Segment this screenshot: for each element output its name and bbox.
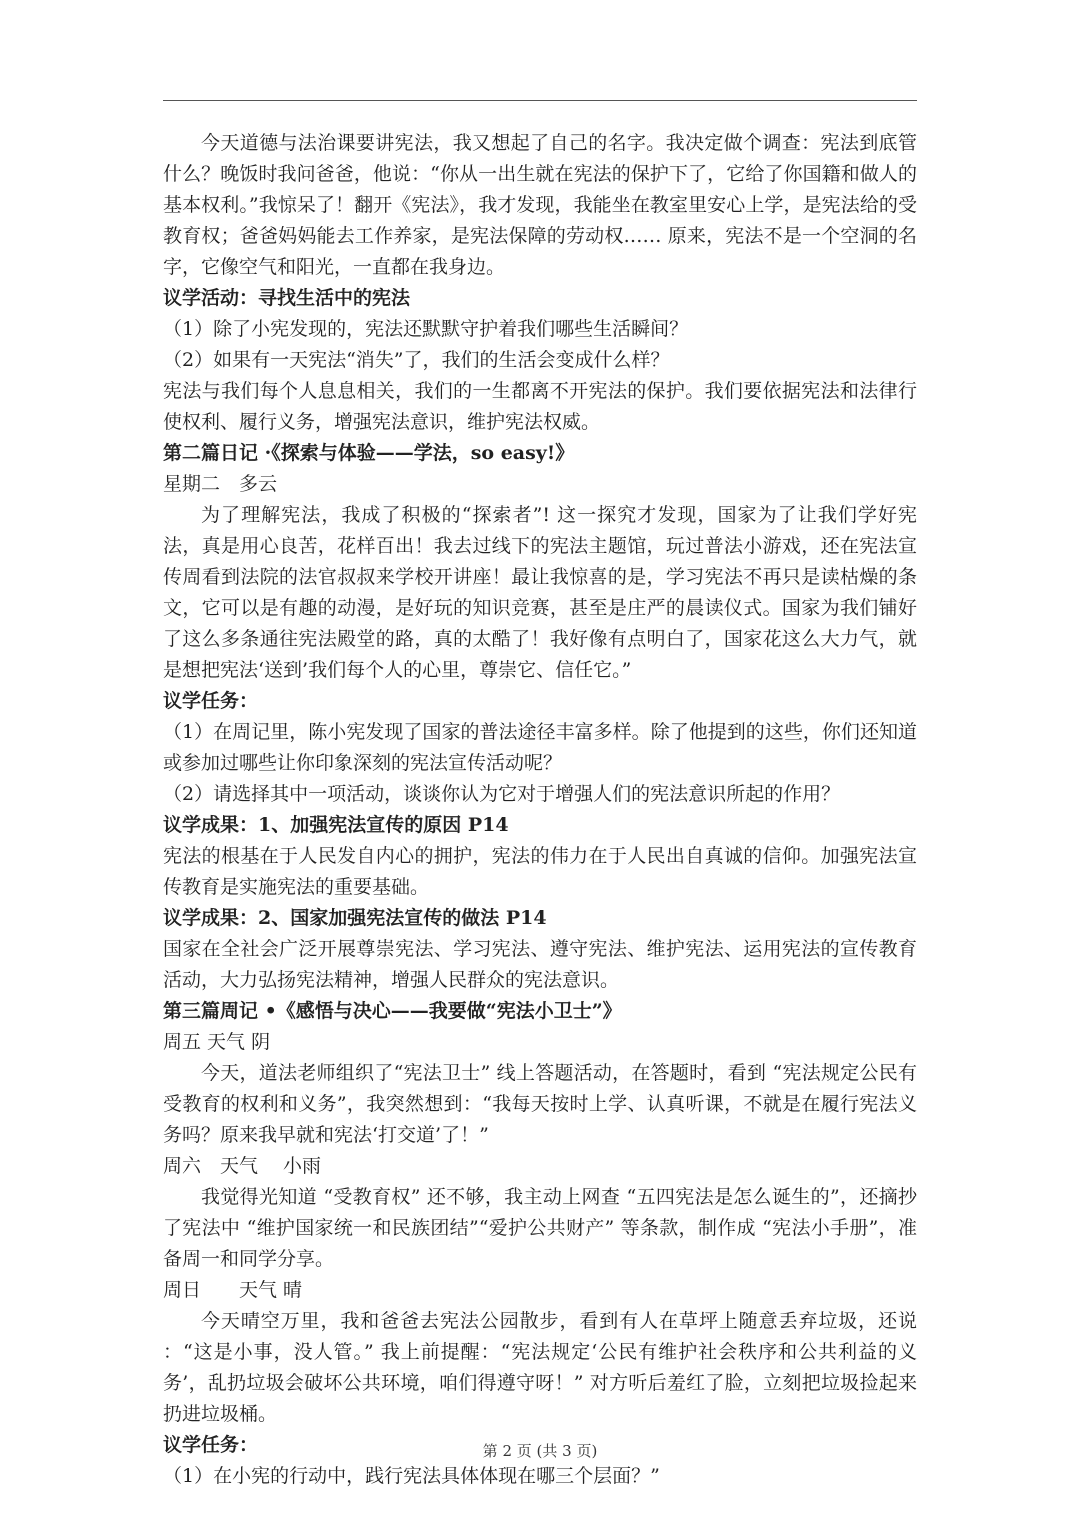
diary-date-line: 周六 天气 小雨 bbox=[163, 1155, 322, 1177]
result-paragraph-reason: 宪法的根基在于人民发自内心的拥护，宪法的伟力在于人民出自真诚的信仰。加强宪法宣传教育是实施宪法的重要基础。 bbox=[163, 845, 917, 898]
conclusion-paragraph: 宪法与我们每个人息息相关，我们的一生都离不开宪法的保护。我们要依据宪法和法律行使权利、履行义务，增强宪法意识，维护宪法权威。 bbox=[163, 380, 917, 433]
activity-heading: 议学活动：寻找生活中的宪法 bbox=[163, 287, 411, 309]
diary-paragraph-constitution-name: 今天道德与法治课要讲宪法，我又想起了自己的名字。我决定做个调查：宪法到底管什么？晚饭时我问爸爸，他说：“你从一出生就在宪法的保护下了，它给了你国籍和做人的基本权利。”我惊呆了！翻开《宪法》，我才发现，我能坐在教室里安心上学，是宪法给的受教育权；爸爸妈妈能去工作养家，是宪法保障的劳动权…… 原来，宪法不是一个空洞的名字，它像空气和阳光，一直都在我身边。 bbox=[163, 132, 917, 278]
task-heading: 议学任务： bbox=[163, 690, 259, 712]
diary-date-line: 周五 天气 阴 bbox=[163, 1031, 271, 1053]
task-item: （1）在周记里，陈小宪发现了国家的普法途径丰富多样。除了他提到的这些，你们还知道或参加过哪些让你印象深刻的宪法宣传活动呢？ bbox=[163, 721, 917, 774]
task-heading: 议学任务： bbox=[163, 1434, 259, 1456]
result-paragraph-method: 国家在全社会广泛开展尊崇宪法、学习宪法、遵守宪法、维护宪法、运用宪法的宣传教育活动，大力弘扬宪法精神，增强人民群众的宪法意识。 bbox=[163, 938, 917, 991]
question-item: （1）除了小宪发现的，宪法还默默守护着我们哪些生活瞬间？ bbox=[163, 318, 689, 340]
header-rule bbox=[163, 100, 917, 101]
diary-paragraph-explorer: 为了理解宪法，我成了积极的“探索者”! 这一探究才发现，国家为了让我们学好宪法，真是用心良苦，花样百出！我去过线下的宪法主题馆，玩过普法小游戏，还在宪法宣传周看到法院的法官叔叔来学校开讲座！最让我惊喜的是，学习宪法不再只是读枯燥的条文，它可以是有趣的动漫，是好玩的知识竞赛，甚至是庄严的晨读仪式。国家为我们铺好了这么多条通往宪法殿堂的路，真的太酷了！我好像有点明白了，国家花这么大力气，就是想把宪法‘送到’我们每个人的心里，尊崇它、信任它。” bbox=[163, 504, 917, 681]
diary-date-line: 星期二 多云 bbox=[163, 473, 278, 495]
diary-paragraph-saturday: 我觉得光知道 “受教育权” 还不够，我主动上网查 “五四宪法是怎么诞生的”，还摘抄了宪法中 “维护国家统一和民族团结”“爱护公共财产” 等条款，制作成 “宪法小手册”，准备周一和同学分享。 bbox=[163, 1186, 917, 1270]
section-heading-second-diary: 第二篇日记 ·《探索与体验——学法，so easy!》 bbox=[163, 442, 575, 464]
section-heading-third-diary: 第三篇周记 •《感悟与决心——我要做“宪法小卫士”》 bbox=[163, 1000, 622, 1022]
document-body bbox=[163, 128, 917, 1492]
page-footer: 第 2 页 (共 3 页) bbox=[482, 1442, 598, 1460]
question-item: （2）如果有一天宪法“消失”了，我们的生活会变成什么样？ bbox=[163, 349, 670, 371]
result-heading-reason: 议学成果：1、加强宪法宣传的原因 P14 bbox=[163, 814, 509, 836]
diary-date-line: 周日 天气 晴 bbox=[163, 1279, 303, 1301]
task-item: （2）请选择其中一项活动，谈谈你认为它对于增强人们的宪法意识所起的作用？ bbox=[163, 783, 841, 805]
diary-paragraph-sunday: 今天晴空万里，我和爸爸去宪法公园散步，看到有人在草坪上随意丢弃垃圾，还说 ：“这是小事，没人管。” 我上前提醒：“宪法规定‘公民有维护社会秩序和公共利益的义务’，乱扔垃圾会破坏公共环境，咱们得遵守呀！” 对方听后羞红了脸，立刻把垃圾捡起来扔进垃圾桶。 bbox=[163, 1310, 917, 1425]
task-item: （1）在小宪的行动中，践行宪法具体体现在哪三个层面？” bbox=[163, 1465, 660, 1487]
diary-paragraph-friday: 今天，道法老师组织了“宪法卫士” 线上答题活动，在答题时，看到 “宪法规定公民有受教育的权利和义务”，我突然想到：“我每天按时上学、认真听课，不就是在履行宪法义务吗？原来我早就和宪法‘打交道’了！” bbox=[163, 1062, 917, 1146]
result-heading-method: 议学成果：2、国家加强宪法宣传的做法 P14 bbox=[163, 907, 547, 929]
